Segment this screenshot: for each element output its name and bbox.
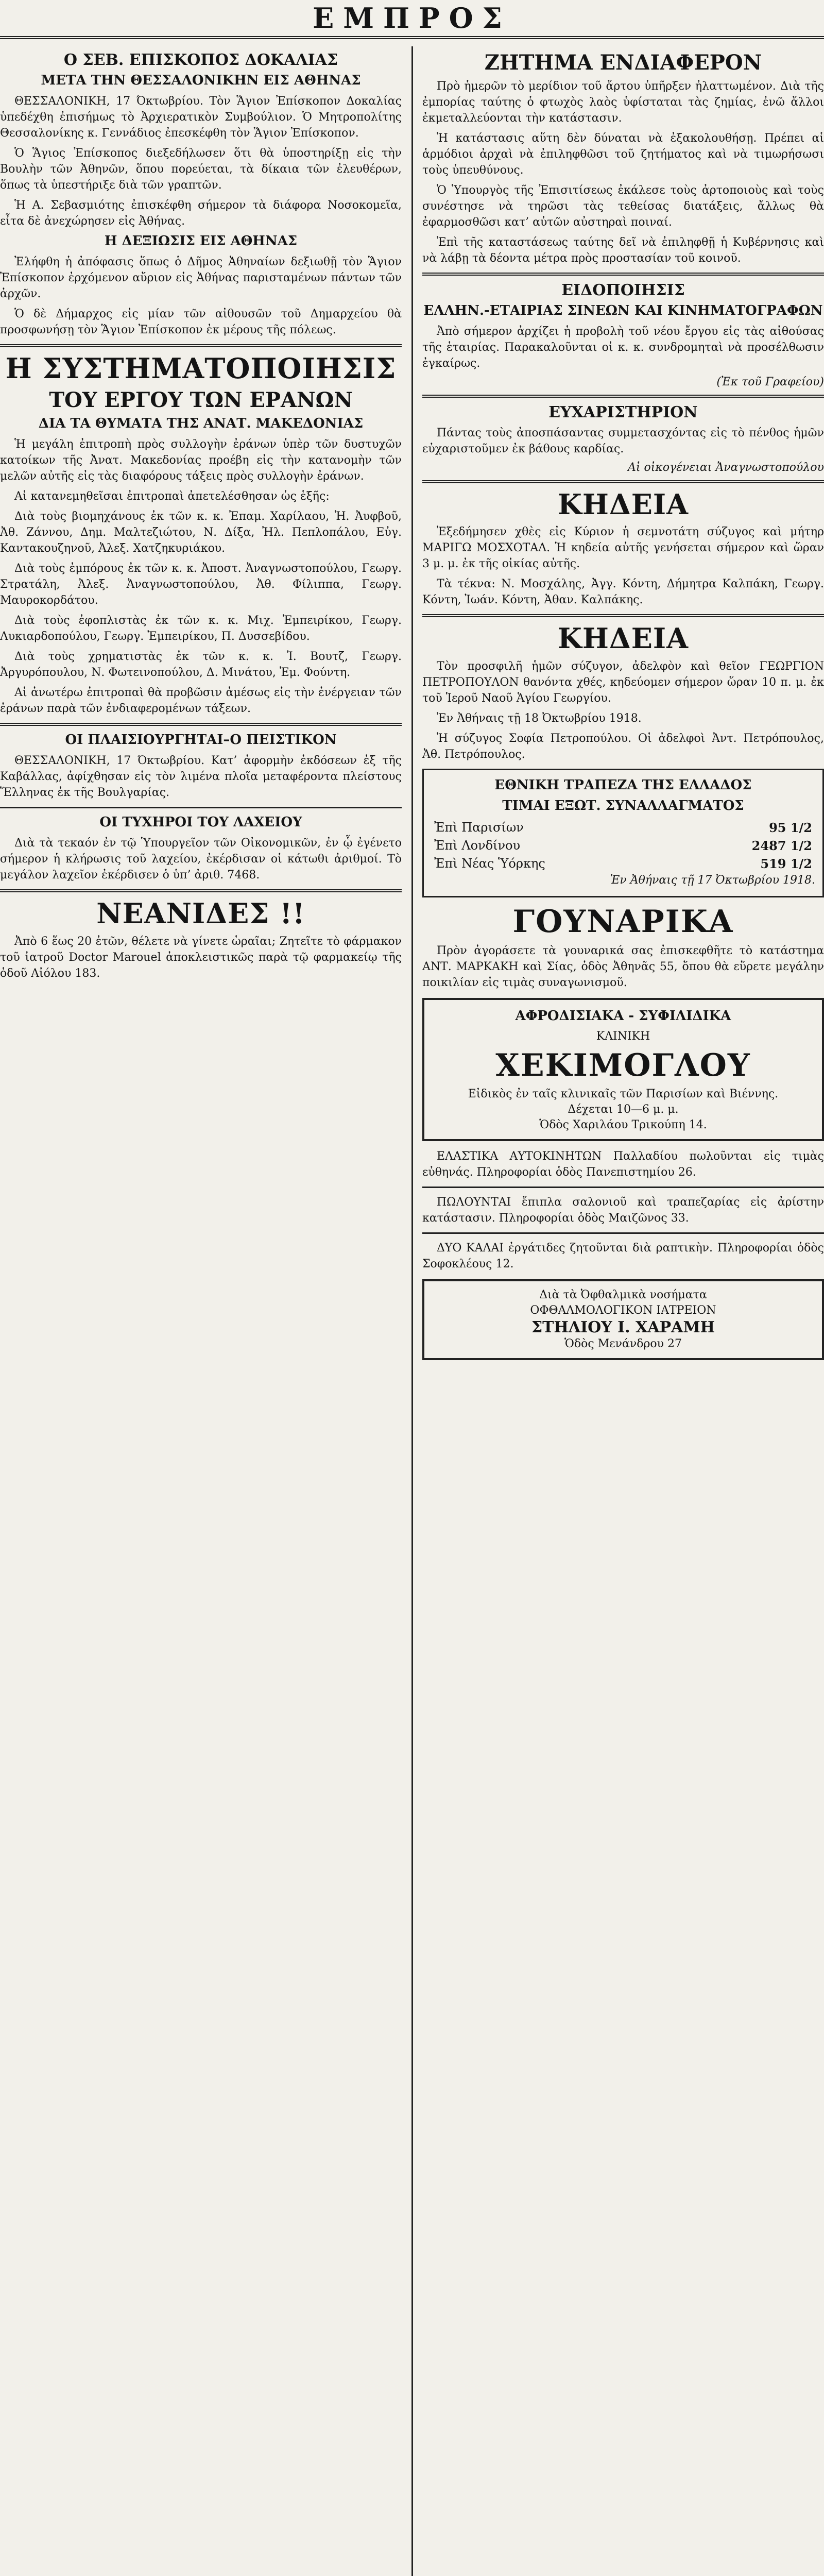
clinic-name: ΧΕΚΙΜΟΓΛΟΥ bbox=[495, 1047, 751, 1083]
article-paragraph: Ἐλήφθη ἡ ἀπόφασις ὅπως ὁ Δῆμος Ἀθηναίων δεξιωθῇ τὸν Ἅγιον Ἐπίσκοπον ἐρχόμενον αὔριον εἰς Ἀθήνας παρισταμένων πάντων τῶν ἀρχῶν. bbox=[0, 256, 402, 300]
section-rule bbox=[0, 344, 402, 347]
article-paragraph: Διὰ τοὺς ἐμπόρους ἐκ τῶν κ. κ. Ἀποστ. Ἀναγνωστοπούλου, Γεωργ. Στρατάλη, Ἀλεξ. Ἀναγνωστοπούλου, Ἀθ. Φίλιππα, Γεωργ. Μαυροκορδάτου. bbox=[0, 562, 402, 607]
ad-clinic bbox=[422, 998, 824, 1141]
optician-name: ΣΤΗΛΙΟΥ Ι. ΧΑΡΑΜΗ bbox=[531, 1318, 715, 1336]
article-subhead: ΜΕΤΑ ΤΗΝ ΘΕΣΣΑΛΟΝΙΚΗΝ ΕΙΣ ΑΘΗΝΑΣ bbox=[41, 73, 361, 88]
clinic-line: Δέχεται 10—6 μ. μ. bbox=[568, 1103, 679, 1116]
rate-label: Ἐπὶ Λονδίνου bbox=[434, 838, 521, 853]
table-row bbox=[431, 837, 815, 855]
exchange-rates-table bbox=[431, 819, 815, 873]
article-paragraph: Διὰ τὰ τεκαόν ἐν τῷ Ὑπουργεῖον τῶν Οἰκονομικῶν, ἐν ᾧ ἐγένετο σήμερον ἡ κλήρωσις τοῦ λαχείου, ἐκέρδισαν οἱ κάτωθι ἀριθμοί. Τὸ μεγάλον λαχεῖον ἐκέρδισεν ὁ ὑπ’ ἀριθ. 7468. bbox=[0, 837, 402, 882]
article-paragraph: Διὰ τοὺς χρηματιστὰς ἐκ τῶν κ. κ. Ἰ. Βουτζ, Γεωργ. Ἀργυρόπουλου, Ν. Φωτεινοπούλου, Δ. Μινάτου, Ἐμ. Φούντη. bbox=[0, 650, 402, 680]
article-headline: Η ΣΥΣΤΗΜΑΤΟΠΟΙΗΣΙΣ bbox=[5, 352, 397, 385]
table-row bbox=[431, 819, 815, 837]
article-subhead: Η ΔΕΞΙΩΣΙΣ ΕΙΣ ΑΘΗΝΑΣ bbox=[104, 233, 298, 249]
article-port-news bbox=[0, 732, 402, 801]
bank-headline: ΕΘΝΙΚΗ ΤΡΑΠΕΖΑ ΤΗΣ ΕΛΛΑΔΟΣ bbox=[494, 777, 752, 793]
classified-item: ΠΩΛΟΥΝΤΑΙ ἔπιπλα σαλονιοῦ καὶ τραπεζαρίας εἰς ἀρίστην κατάστασιν. Πληροφορίαι ὁδὸς Μαιζῶνος 33. bbox=[422, 1195, 824, 1225]
optician-line: Διὰ τὰ Ὀφθαλμικὰ νοσήματα bbox=[539, 1288, 707, 1301]
clinic-line: Εἰδικὸς ἐν ταῖς κλινικαῖς τῶν Παρισίων καὶ Βιέννης. bbox=[468, 1087, 779, 1100]
optician-address: Ὁδὸς Μενάνδρου 27 bbox=[564, 1337, 682, 1350]
rate-label: Ἐπὶ Νέας Ὑόρκης bbox=[434, 856, 545, 871]
optician-line: ΟΦΘΑΛΜΟΛΟΓΙΚΟΝ ΙΑΤΡΕΙΟΝ bbox=[530, 1303, 716, 1317]
bank-subhead: ΤΙΜΑΙ ΕΞΩΤ. ΣΥΝΑΛΛΑΓΜΑΤΟΣ bbox=[502, 798, 744, 814]
article-paragraph: Ἡ Α. Σεβασμιότης ἐπισκέφθη σήμερον τὰ διάφορα Νοσοκομεῖα, εἶτα δὲ ἀνεχώρησεν εἰς Ἀθήνας. bbox=[0, 199, 402, 228]
article-issue bbox=[422, 52, 824, 266]
rate-value: 95 1/2 bbox=[769, 820, 812, 835]
funeral-paragraph: Ἐξεδήμησεν χθὲς εἰς Κύριον ἡ σεμνοτάτη σύζυγος καὶ μήτηρ ΜΑΡΙΓΩ ΜΟΣΧΟΤΑΛ. Ἡ κηδεία αὐτῆς γενήσεται σήμερον καὶ ὥραν 3 μ. μ. ἐκ τῆς οἰκίας αὐτῆς. bbox=[422, 526, 824, 571]
funeral-headline: ΚΗΔΕΙΑ bbox=[557, 488, 689, 521]
article-paragraph: Αἱ κατανεμηθεῖσαι ἐπιτροπαὶ ἀπετελέσθησαν ὡς ἑξῆς: bbox=[14, 490, 330, 503]
article-paragraph: Ἡ μεγάλη ἐπιτροπὴ πρὸς συλλογὴν ἐράνων ὑπὲρ τῶν δυστυχῶν κατοίκων τῆς Ἀνατ. Μακεδονίας προέβη εἰς τὴν κατανομὴν τῶν μελῶν αὐτῆς εἰς τὰς διαφόρους τάξεις πρὸς συλλογὴν ἐράνων. bbox=[0, 438, 402, 483]
notice-headline: ΕΙΔΟΠΟΙΗΣΙΣ bbox=[561, 281, 685, 299]
left-column bbox=[0, 46, 402, 2576]
article-paragraph: Ἐπὶ τῆς καταστάσεως ταύτης δεῖ νὰ ἐπιληφθῇ ἡ Κυβέρνησις καὶ νὰ λάβῃ τὰ δέοντα μέτρα πρὸς προστασίαν τοῦ κοινοῦ. bbox=[422, 236, 824, 265]
right-column bbox=[422, 46, 824, 2576]
section-rule bbox=[422, 480, 824, 483]
rate-value: 2487 1/2 bbox=[751, 838, 812, 853]
ad-optician bbox=[422, 1279, 824, 1360]
column-divider bbox=[411, 46, 413, 2576]
notice-headline: ΕΥΧΑΡΙΣΤΗΡΙΟΝ bbox=[548, 403, 698, 421]
notice-footer: Αἱ οἰκογένειαι Ἀναγνωστοπούλου bbox=[628, 461, 824, 474]
funeral-paragraph: Ἡ σύζυγος Σοφία Πετροπούλου. Οἱ ἀδελφοὶ Ἀντ. Πετρόπουλος, Ἀθ. Πετρόπουλος. bbox=[422, 732, 824, 761]
article-headline: ΟΙ ΤΥΧΗΡΟΙ ΤΟΥ ΛΑΧΕΙΟΥ bbox=[99, 815, 302, 831]
section-rule bbox=[422, 1187, 824, 1188]
funeral-headline: ΚΗΔΕΙΑ bbox=[557, 622, 689, 655]
article-paragraph: Ὁ Ὑπουργὸς τῆς Ἐπισιτίσεως ἐκάλεσε τοὺς ἀρτοποιοὺς καὶ τοὺς συνέστησε νὰ τηρῶσι τὰς τεθείσας διατάξεις, ἄλλως θὰ ἐφαρμοσθῶσι κατ’ αὐτῶν αὐστηραὶ ποιναί. bbox=[422, 184, 824, 229]
section-rule bbox=[422, 273, 824, 276]
ad-headline: ΓΟΥΝΑΡΙΚΑ bbox=[512, 903, 734, 940]
article-paragraph: Διὰ τοὺς ἐφοπλιστὰς ἐκ τῶν κ. κ. Μιχ. Ἐμπειρίκου, Γεωργ. Λυκιαρδοπούλου, Γεωργ. Ἐμπειρίκου, Π. Δυσσεβίδου. bbox=[0, 614, 402, 643]
ad-paragraph: Πρὸν ἀγοράσετε τὰ γουναρικά σας ἐπισκεφθῆτε τὸ κατάστημα ΑΝΤ. ΜΑΡΚΑΚΗ καὶ Σίας, ὁδὸς Ἀθηνᾶς 55, ὅπου θὰ εὕρετε μεγάλην ποικιλίαν εἰς τιμὰς συναγωνισμοῦ. bbox=[422, 944, 824, 989]
article-headline-line2: ΤΟΥ ΕΡΓΟΥ ΤΩΝ ΕΡΑΝΩΝ bbox=[49, 388, 353, 413]
article-paragraph: Διὰ τοὺς βιομηχάνους ἐκ τῶν κ. κ. Ἐπαμ. Χαρίλαου, Ἡ. Ἀυφβοῦ, Ἀθ. Ζάννου, Δημ. Μαλτεζιώτου, Ν. Δίξα, Ἠλ. Πεπλοπάλου, Εὐγ. Καντακουζηνοῦ, Ἀλεξ. Χατζηκυριάκου. bbox=[0, 510, 402, 555]
masthead bbox=[0, 0, 824, 39]
notice-paragraph: Ἀπὸ σήμερον ἀρχίζει ἡ προβολὴ τοῦ νέου ἔργου εἰς τὰς αἰθούσας τῆς ἑταιρίας. Παρακαλοῦνται οἱ κ. κ. συνδρομηταὶ νὰ προσέλθωσιν ἐγκαίρως. bbox=[422, 325, 824, 370]
article-subhead: ΔΙΑ ΤΑ ΘΥΜΑΤΑ ΤΗΣ ΑΝΑΤ. ΜΑΚΕΔΟΝΙΑΣ bbox=[38, 416, 364, 432]
article-paragraph: ΘΕΣΣΑΛΟΝΙΚΗ, 17 Όκτωβρίου. Κατ’ ἀφορμὴν ἐκδόσεων ἐξ τῆς Καβάλλας, ἀφίχθησαν εἰς τὸν λιμένα πλοῖα μεταφέροντα πλείστους Ἕλληνας ἐκ τῆς Βουλγαρίας. bbox=[0, 754, 402, 800]
rate-value: 519 1/2 bbox=[760, 856, 812, 871]
funeral-notice-2 bbox=[422, 623, 824, 762]
table-row bbox=[431, 855, 815, 873]
article-headline: Ο ΣΕΒ. ΕΠΙΣΚΟΠΟΣ ΔΟΚΑΛΙΑΣ bbox=[63, 51, 338, 69]
notice-footer: (Ἐκ τοῦ Γραφείου) bbox=[716, 376, 824, 388]
notice-thanks bbox=[422, 404, 824, 474]
ad-paragraph: Ἀπὸ 6 ἕως 20 ἐτῶν, θέλετε νὰ γίνετε ὡραῖαι; Ζητεῖτε τὸ φάρμακον τοῦ ἰατροῦ Doctor Marouel ἀποκλειστικῶς παρὰ τῷ φαρμακείῳ τῆς ὁδοῦ Αἰόλου 183. bbox=[0, 935, 402, 980]
clinic-headline: ΑΦΡΟΔΙΣΙΑΚΑ - ΣΥΦΙΛΙΔΙΚΑ bbox=[515, 1008, 731, 1024]
article-paragraph: Ὁ δὲ Δήμαρχος εἰς μίαν τῶν αἰθουσῶν τοῦ Δημαρχείου θὰ προσφωνήσῃ τὸν Ἅγιον Ἐπίσκοπον ἐκ μέρους τῆς πόλεως. bbox=[0, 308, 402, 336]
ad-young-women bbox=[0, 899, 402, 981]
ad-headline: ΝΕΑΝΙΔΕΣ !! bbox=[96, 897, 305, 930]
section-rule bbox=[422, 614, 824, 617]
section-rule bbox=[422, 395, 824, 398]
funeral-paragraph: Τὸν προσφιλῆ ἡμῶν σύζυγον, ἀδελφὸν καὶ θεῖον ΓΕΩΡΓΙΟΝ ΠΕΤΡΟΠΟΥΛΟΝ θανόντα χθές, κηδεύομεν σήμερον ὥραν 10 π. μ. ἐκ τοῦ Ἱεροῦ Ναοῦ Ἁγίου Γεωργίου. bbox=[422, 659, 824, 705]
article-metropolitan bbox=[0, 52, 402, 338]
article-headline: ΖΗΤΗΜΑ ΕΝΔΙΑΦΕΡΟΝ bbox=[484, 50, 762, 75]
funeral-paragraph: Τὰ τέκνα: Ν. Μοσχάλης, Ἀγγ. Κόντη, Δήμητρα Καλπάκη, Γεωργ. Κόντη, Ἰωάν. Κόντη, Ἀθαν. Καλπάκης. bbox=[422, 578, 824, 607]
article-paragraph: Πρὸ ἡμερῶν τὸ μερίδιον τοῦ ἄρτου ὑπῆρξεν ἠλαττωμένον. Διὰ τῆς ἐμπορίας ταύτης ὁ φτωχὸς λαὸς ὑφίσταται τὰς ζημίας, ἐνῶ ἄλλοι ἐκμεταλλεύονται τὴν κατάστασιν. bbox=[422, 80, 824, 125]
masthead-title: ΕΜΠΡΟΣ bbox=[313, 2, 511, 35]
classified-item: ΔΥΟ ΚΑΛΑΙ ἐργάτιδες ζητοῦνται διὰ ραπτικὴν. Πληροφορίαι ὁδὸς Σοφοκλέους 12. bbox=[422, 1241, 824, 1270]
bank-rates-box bbox=[422, 769, 824, 897]
rate-label: Ἐπὶ Παρισίων bbox=[434, 820, 524, 835]
section-rule bbox=[0, 723, 402, 726]
section-rule bbox=[422, 1232, 824, 1234]
notice-paragraph: Πάντας τοὺς ἀποσπάσαντας συμμετασχόντας εἰς τὸ πένθος ἡμῶν εὐχαριστοῦμεν ἐκ βάθους καρδίας. bbox=[422, 427, 824, 455]
funeral-date: Ἐν Ἀθήναις τῇ 18 Ὀκτωβρίου 1918. bbox=[437, 711, 642, 725]
notice-subhead: ΕΛΛΗΝ.-ΕΤΑΙΡΙΑΣ ΣΙΝΕΩΝ ΚΑΙ ΚΙΝΗΜΑΤΟΓΡΑΦΩΝ bbox=[423, 303, 823, 318]
article-paragraph: Ὁ Ἅγιος Ἐπίσκοπος διεξεδήλωσεν ὅτι θὰ ὑποστηρίξῃ εἰς τὴν Βουλὴν τῶν Ἀθηνῶν, ὅπου πορεύεται, τὰ δίκαια τῶν ἐλευθέρων, ὅπως τὰ ὑπεστήριξε διὰ τῶν γραπτῶν. bbox=[0, 147, 402, 192]
clinic-line: Ὁδὸς Χαριλάου Τρικούπη 14. bbox=[539, 1118, 707, 1131]
notice-cinema bbox=[422, 282, 824, 388]
article-paragraph: ΘΕΣΣΑΛΟΝΙΚΗ, 17 Όκτωβρίου. Τὸν Ἅγιον Ἐπίσκοπον Δοκαλίας ὑπεδέχθη ἐπισήμως τὸ Ἀρχιερατικὸν Συμβούλιον. Ὁ Μητροπολίτης Θεσσαλονίκης κ. Γεννάδιος ἐπεσκέφθη τὸν Ἅγιον Ἐπίσκοπον. bbox=[0, 95, 402, 140]
classifieds bbox=[422, 1148, 824, 1272]
ad-furs bbox=[422, 904, 824, 991]
article-paragraph: Αἱ ἀνωτέρω ἐπιτροπαὶ θὰ προβῶσιν ἀμέσως εἰς τὴν ἐνέργειαν τῶν ἐράνων παρὰ τῶν ἐνδιαφερομένων τάξεων. bbox=[0, 686, 402, 716]
article-lottery bbox=[0, 815, 402, 883]
funeral-notice-1 bbox=[422, 489, 824, 608]
article-paragraph: Ἡ κατάστασις αὕτη δὲν δύναται νὰ ἐξακολουθήσῃ. Πρέπει αἱ ἁρμόδιοι ἀρχαὶ νὰ ἐπιληφθῶσι τοῦ ζητήματος καὶ νὰ τιμωρήσωσι τοὺς ὑπευθύνους. bbox=[422, 132, 824, 177]
clinic-label: ΚΛΙΝΙΚΗ bbox=[596, 1029, 650, 1043]
bank-date: Ἐν Ἀθήναις τῇ 17 Ὀκτωβρίου 1918. bbox=[610, 873, 815, 887]
section-rule bbox=[0, 807, 402, 808]
classified-item: ΕΛΑΣΤΙΚΑ ΑΥΤΟΚΙΝΗΤΩΝ Παλλαδίου πωλοῦνται εἰς τιμὰς εὐθηνάς. Πληροφορίαι ὁδὸς Πανεπιστημίου 26. bbox=[422, 1149, 824, 1179]
article-headline: ΟΙ ΠΛΑΙΣΙΟΥΡΓΗΤΑΙ–Ο ΠΕΙΣΤΙΚΟΝ bbox=[65, 732, 337, 748]
section-rule bbox=[0, 889, 402, 892]
article-systematization bbox=[0, 353, 402, 717]
